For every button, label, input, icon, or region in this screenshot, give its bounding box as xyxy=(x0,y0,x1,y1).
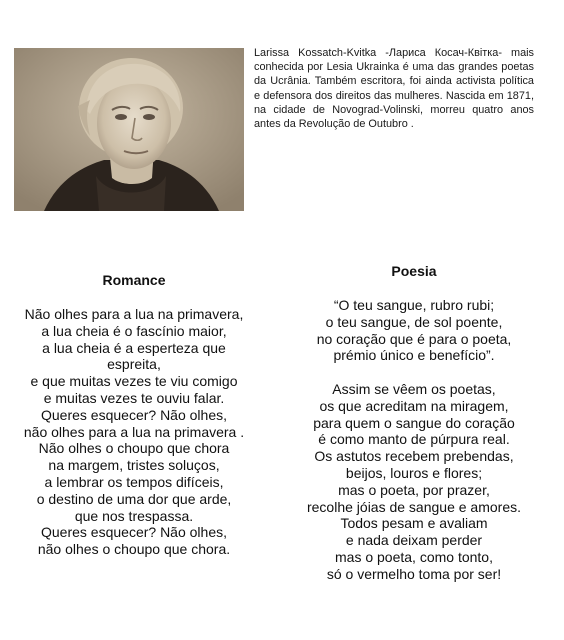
poem-line: que nos trespassa. xyxy=(74,507,194,524)
poem-line: Não olhes o choupo que chora xyxy=(38,440,230,457)
poem-line: Não olhes para a lua na primavera, xyxy=(24,306,244,322)
poem-line: Os astutos recebem prebendas, xyxy=(314,448,514,465)
poem-line: os que acreditam na miragem, xyxy=(319,397,509,414)
poem-title-poesia: Poesia xyxy=(391,263,437,279)
poem-line: espreita, xyxy=(107,356,161,373)
poem-line: para quem o sangue do coração xyxy=(313,414,515,431)
biography-text: Larissa Kossatch-Kvitka -Лариса Косач-Квiтка- mais conhecida por Lesia Ukrainka é uma das grandes poetas da Ucrânia. Também escritora, foi ainda activista política e defensora dos direitos das mulheres. Nascida em 1871, na cidade de Novograd-Volinski, morreu quatro anos antes da Revolução de Outubro . xyxy=(254,47,534,131)
poem-line: Todos pesam e avaliam xyxy=(340,515,488,532)
poem-line: só o vermelho toma por ser! xyxy=(326,565,502,582)
poem-line: a lua cheia é o fascínio maior, xyxy=(41,322,227,339)
poem-line: o teu sangue, de sol poente, xyxy=(325,313,503,330)
poem-line: mas o poeta, por prazer, xyxy=(338,481,490,498)
poem-line: prémio único e benefício”. xyxy=(333,347,495,364)
poem-line: e que muitas vezes te viu comigo xyxy=(30,373,238,390)
poem-line: não olhes o choupo que chora. xyxy=(37,541,231,558)
poem-line: no coração que é para o poeta, xyxy=(316,330,512,347)
poem-line: mas o poeta, como tonto, xyxy=(335,548,493,565)
poem-line: e muitas vezes te ouviu falar. xyxy=(43,389,225,406)
stanza-break xyxy=(296,364,532,381)
poem-line: e nada deixam perder xyxy=(345,532,483,549)
poem-line: a lua cheia é a esperteza que xyxy=(42,339,226,356)
poem-line: a lembrar os tempos difíceis, xyxy=(44,473,224,490)
poem-line: Queres esquecer? Não olhes, xyxy=(41,406,227,423)
poem-line: recolhe jóias de sangue e amores. xyxy=(306,498,522,515)
poem-line: é como manto de púrpura real. xyxy=(318,431,510,448)
poem-poesia xyxy=(296,297,532,583)
portrait-photo xyxy=(14,48,244,211)
poem-line: o destino de uma dor que arde, xyxy=(36,490,232,507)
poem-romance xyxy=(14,306,254,558)
poem-title-romance: Romance xyxy=(102,272,166,288)
poem-line: Queres esquecer? Não olhes, xyxy=(41,524,227,541)
poem-line: não olhes para a lua na primavera . xyxy=(23,423,245,440)
poem-line: na margem, tristes soluços, xyxy=(48,457,220,474)
poem-line: “O teu sangue, rubro rubi; xyxy=(333,297,495,313)
portrait-illustration xyxy=(14,48,244,211)
poem-line: beijos, louros e flores; xyxy=(345,464,483,481)
poem-line: Assim se vêem os poetas, xyxy=(332,380,496,397)
